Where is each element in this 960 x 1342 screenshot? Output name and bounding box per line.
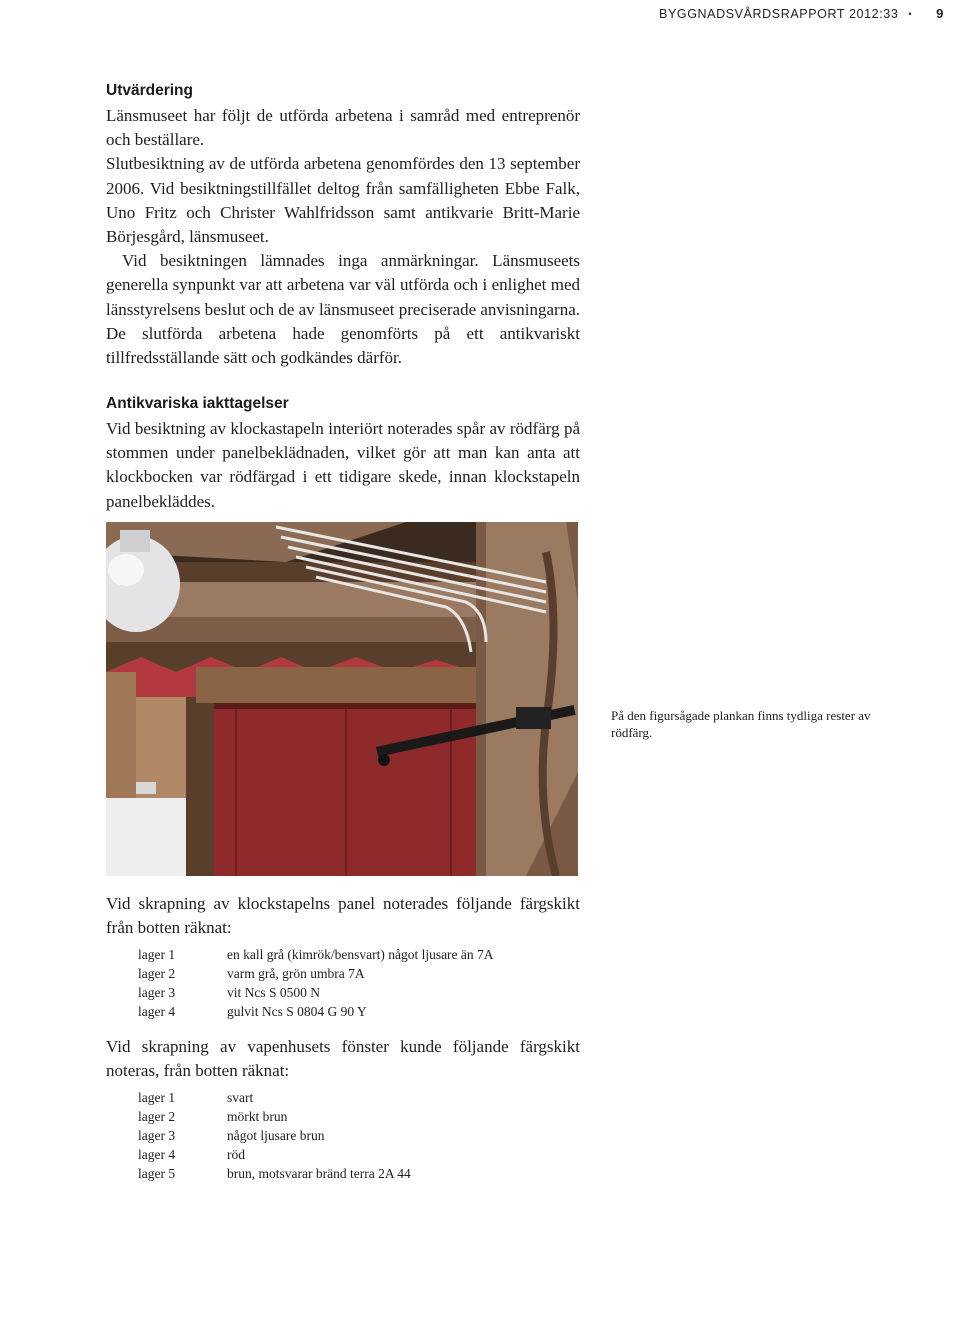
- layer-label: lager 4: [138, 1146, 176, 1162]
- layer-value: vit Ncs S 0500 N: [227, 985, 321, 1000]
- layer-value: något ljusare brun: [227, 1128, 325, 1143]
- evaluation-paragraph-2: Slutbesiktning av de utförda arbetena genomfördes den 13 september 2006. Vid besiktningstillfället deltog från samfälligheten Ebbe Falk, Uno Fritz och Christer Wahlfridsson samt antikvarie Britt-Marie Börjesgård, länsmuseet.: [106, 154, 580, 247]
- layer-value: en kall grå (kimrök/bensvart) något ljusare än 7A: [227, 947, 494, 963]
- observations-paragraph: Vid besiktning av klockastapeln interiört noterades spår av rödfärg på stommen under panelbeklädnaden, vilket gör att man kan anta att klockbocken var rödfärgad i ett tidigare skede, innan klockstapeln panelbekläddes.: [106, 419, 580, 511]
- window-layers-section: [106, 1035, 580, 1183]
- window-layer-row: [138, 1108, 580, 1127]
- panel-layer-list: [138, 946, 580, 1021]
- page-number: 9: [936, 6, 944, 21]
- layer-value: röd: [227, 1146, 245, 1162]
- header-separator: •: [908, 8, 913, 19]
- layer-label: lager 1: [138, 1090, 176, 1106]
- layer-label: lager 3: [138, 1128, 176, 1143]
- layer-value: varm grå, grön umbra 7A: [227, 966, 365, 982]
- layer-value: brun, motsvarar bränd terra 2A 44: [227, 1165, 411, 1181]
- evaluation-paragraph-1: Länsmuseet har följt de utförda arbetena i samråd med entreprenör och beställare.: [106, 106, 580, 150]
- layer-value: gulvit Ncs S 0804 G 90 Y: [227, 1003, 367, 1019]
- panel-layers-section: [106, 892, 580, 1022]
- window-layer-row: [138, 1127, 580, 1146]
- evaluation-heading: Utvärdering: [106, 82, 193, 99]
- window-layers-intro: Vid skrapning av vapenhusets fönster kunde följande färgskikt noteras, från botten räknat:: [106, 1037, 580, 1081]
- window-layer-row: [138, 1165, 580, 1184]
- photo-caption: På den figursågade plankan finns tydliga rester av rödfärg.: [611, 708, 871, 740]
- bell-tower-interior-photo: [106, 522, 578, 876]
- layer-label: lager 2: [138, 1109, 176, 1125]
- evaluation-section: [106, 82, 580, 370]
- running-title: BYGGNADSVÅRDSRAPPORT 2012:33: [659, 6, 899, 21]
- observations-section: [106, 395, 580, 514]
- window-layer-row: [138, 1089, 580, 1108]
- layer-value: svart: [227, 1090, 254, 1106]
- panel-layer-row: [138, 1003, 580, 1022]
- layer-label: lager 1: [138, 947, 176, 963]
- evaluation-paragraph-3: Vid besiktningen lämnades inga anmärkningar. Länsmuseets generella synpunkt var att arbetena var väl utförda och i enlighet med länsstyrelsens beslut och de av länsmuseet preciserade anvisningarna. De slutförda arbetena hade genomförts på ett antikvariskt tillfredsställande sätt och godkändes därför.: [106, 251, 580, 368]
- layer-label: lager 2: [138, 966, 176, 982]
- layer-label: lager 3: [138, 985, 176, 1000]
- panel-layer-row: [138, 965, 580, 984]
- layer-label: lager 5: [138, 1165, 176, 1181]
- layer-label: lager 4: [138, 1003, 176, 1019]
- window-layer-list: [138, 1089, 580, 1183]
- panel-layer-row: [138, 984, 580, 1003]
- panel-layer-row: [138, 946, 580, 965]
- panel-layers-intro: Vid skrapning av klockstapelns panel noterades följande färgskikt från botten räknat:: [106, 894, 580, 938]
- observations-heading: Antikvariska iakttagelser: [106, 395, 289, 412]
- window-layer-row: [138, 1146, 580, 1165]
- layer-value: mörkt brun: [227, 1109, 288, 1125]
- running-header: [659, 6, 944, 21]
